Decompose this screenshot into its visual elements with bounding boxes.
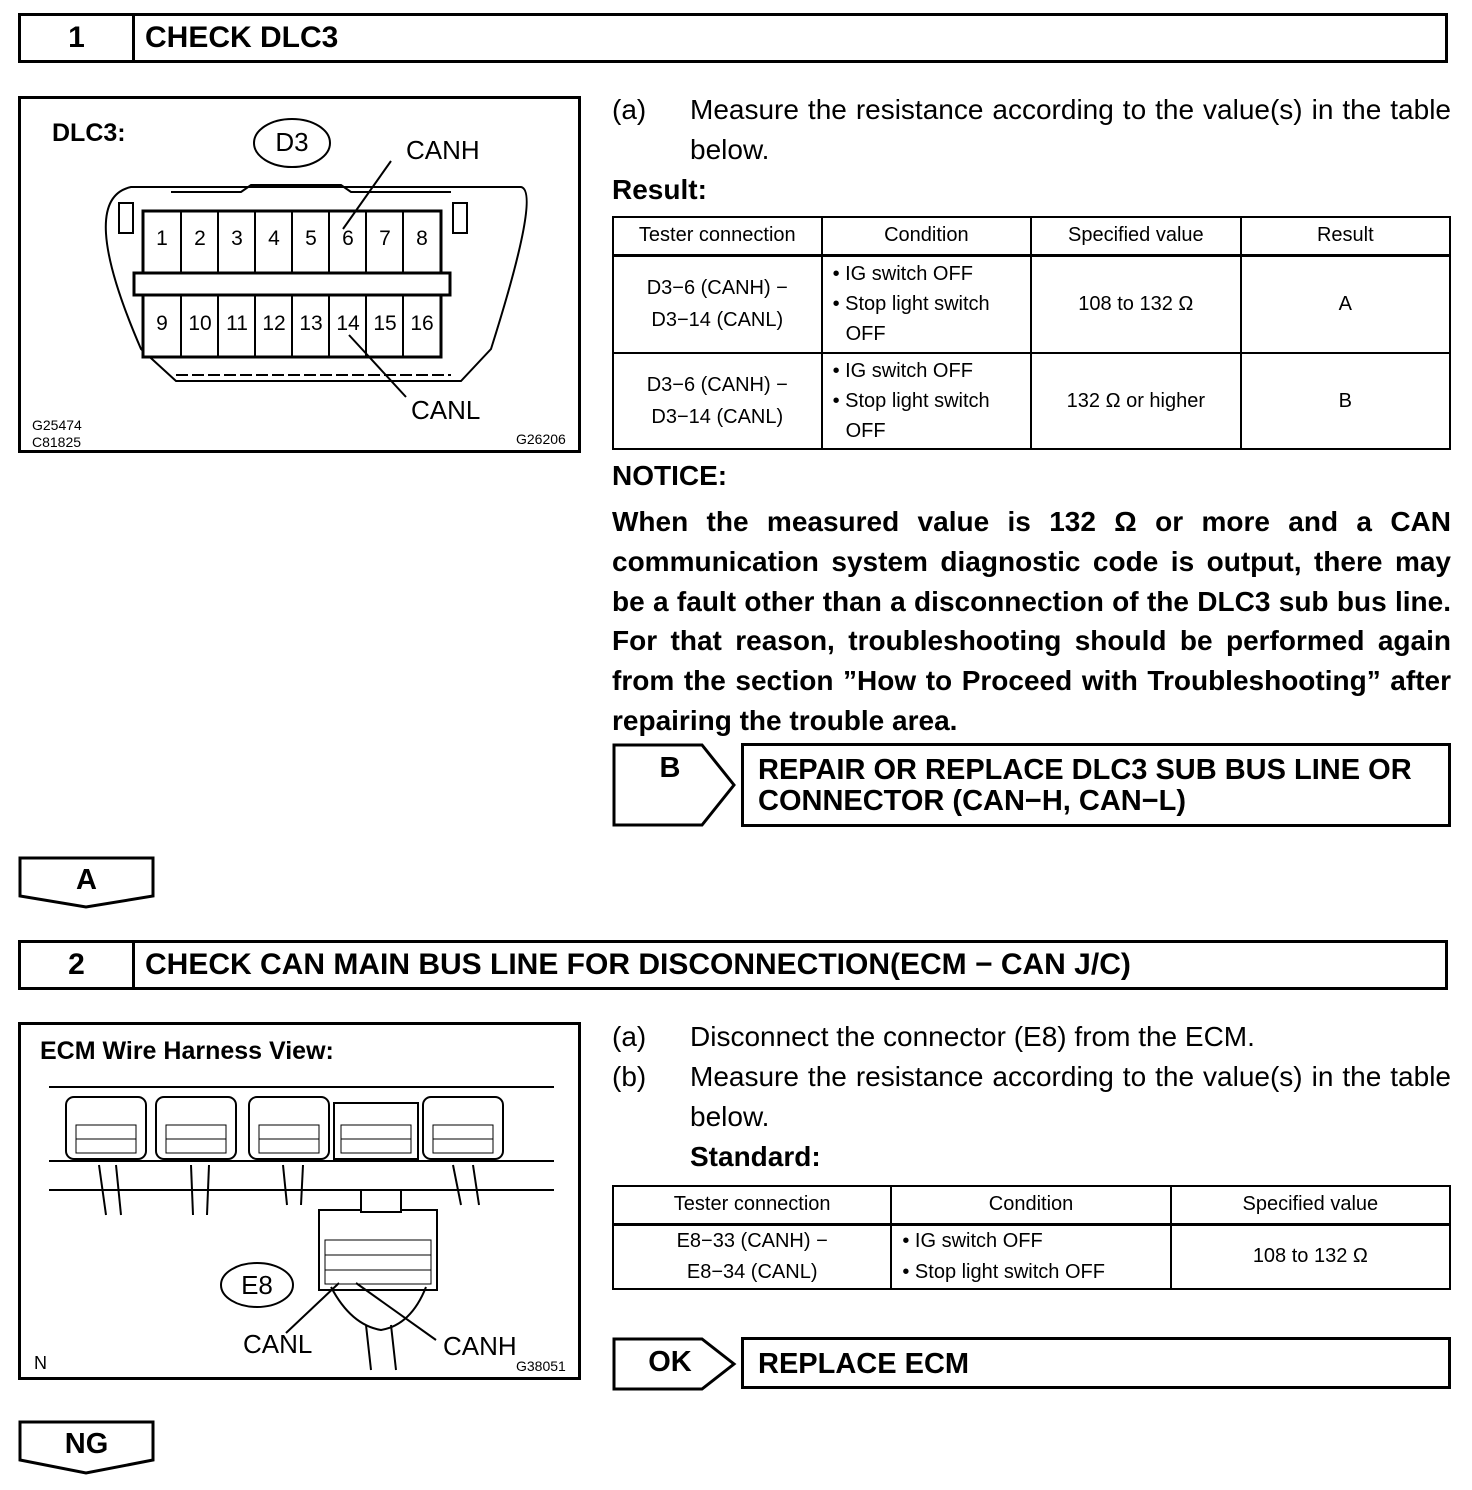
pin-number: 2 — [194, 227, 206, 250]
pin-number: 16 — [410, 312, 434, 335]
step-number: 1 — [21, 16, 135, 60]
step-number: 2 — [21, 943, 135, 987]
pin-number: 1 — [156, 227, 168, 250]
instruction-a — [612, 1017, 1451, 1057]
branch-ng-tag: NG — [64, 1428, 109, 1460]
pin-number: 15 — [373, 312, 397, 335]
table-row: E8−33 (CANH) − E8−34 (CANL) • IG switch OFF • Stop light switch OFF 108 to 132 Ω — [613, 1224, 1450, 1289]
table-header: Tester connection — [613, 217, 822, 255]
dlc3-label: DLC3: — [52, 119, 126, 147]
instruction-b — [612, 1057, 1451, 1137]
table-header: Tester connection — [613, 1186, 891, 1224]
instruction-text: Measure the resistance according to the value(s) in the table below. — [690, 1061, 1451, 1132]
ecm-harness-diagram — [21, 1025, 578, 1377]
pin-number: 3 — [231, 227, 243, 250]
canl-label: CANL — [411, 395, 481, 425]
dlc3-figure — [18, 96, 581, 453]
pin-number: 12 — [262, 312, 286, 335]
branch-b-action: REPAIR OR REPLACE DLC3 SUB BUS LINE OR CONNECTOR (CAN−H, CAN−L) — [741, 743, 1451, 827]
figure-code: G38051 — [516, 1358, 566, 1374]
instruction-a — [612, 90, 1451, 170]
notice-text: When the measured value is 132 Ω or more and a CAN communication system diagnostic code is output, there may be a fault other than a disconnection of the DLC3 sub bus line. For that reason, troubleshooting should be performed again from the section ”How to Proceed with Troubleshooting” after repairing the trouble area. — [612, 506, 1451, 736]
ecm-figure-label: ECM Wire Harness View: — [40, 1037, 334, 1065]
step-1-header — [18, 13, 1448, 63]
branch-a-tag: A — [76, 864, 97, 896]
canh-label: CANH — [443, 1331, 517, 1361]
pin-number: 6 — [342, 227, 354, 250]
instruction-text: Disconnect the connector (E8) from the ECM. — [690, 1021, 1255, 1052]
standard-table — [612, 1185, 1451, 1290]
canl-label: CANL — [243, 1329, 313, 1359]
specified-value: 132 Ω or higher — [1031, 353, 1241, 449]
result-value: A — [1241, 255, 1450, 353]
pin-number: 11 — [226, 312, 248, 335]
pin-number: 9 — [156, 312, 168, 335]
table-header: Specified value — [1171, 1186, 1450, 1224]
pin-number: 14 — [336, 312, 360, 335]
pin-number: 7 — [379, 227, 391, 250]
instruction-label: (a) — [612, 1021, 647, 1052]
branch-ok-action: REPLACE ECM — [741, 1337, 1451, 1389]
branch-ok-tag: OK — [648, 1346, 692, 1378]
pin-number: 10 — [188, 312, 212, 335]
step-2-header — [18, 940, 1448, 990]
specified-value: 108 to 132 Ω — [1171, 1224, 1450, 1289]
figure-code: N — [34, 1353, 47, 1373]
figure-code: G25474 — [32, 417, 82, 433]
canh-label: CANH — [406, 135, 480, 165]
result-value: B — [1241, 353, 1450, 449]
figure-code: C81825 — [32, 434, 82, 450]
table-row: D3−6 (CANH) − D3−14 (CANL) • IG switch OFF • Stop light switch OFF 132 Ω or higher B — [613, 353, 1450, 449]
table-header: Result — [1241, 217, 1450, 255]
pin-number: 13 — [299, 312, 323, 335]
step-title: CHECK CAN MAIN BUS LINE FOR DISCONNECTION(ECM − CAN J/C) — [145, 948, 1131, 981]
instruction-label: (a) — [612, 94, 647, 125]
standard-heading: Standard: — [690, 1141, 821, 1172]
ecm-figure — [18, 1022, 581, 1380]
step-title: CHECK DLC3 — [145, 21, 339, 54]
e8-connector-label: E8 — [241, 1270, 273, 1300]
figure-code: G26206 — [516, 431, 566, 447]
table-header: Condition — [891, 1186, 1170, 1224]
result-table — [612, 216, 1451, 450]
pin-number: 4 — [268, 227, 280, 250]
pin-number: 5 — [305, 227, 317, 250]
result-heading: Result: — [612, 174, 707, 205]
instruction-label: (b) — [612, 1061, 647, 1092]
table-header: Condition — [822, 217, 1032, 255]
specified-value: 108 to 132 Ω — [1031, 255, 1241, 353]
branch-b-tag: B — [659, 752, 681, 784]
pin-number: 8 — [416, 227, 428, 250]
table-row: D3−6 (CANH) − D3−14 (CANL) • IG switch OFF • Stop light switch OFF 108 to 132 Ω A — [613, 255, 1450, 353]
notice-heading: NOTICE: — [612, 460, 728, 491]
instruction-text: Measure the resistance according to the value(s) in the table below. — [690, 94, 1451, 165]
table-header: Specified value — [1031, 217, 1241, 255]
d3-connector-label: D3 — [275, 127, 309, 157]
